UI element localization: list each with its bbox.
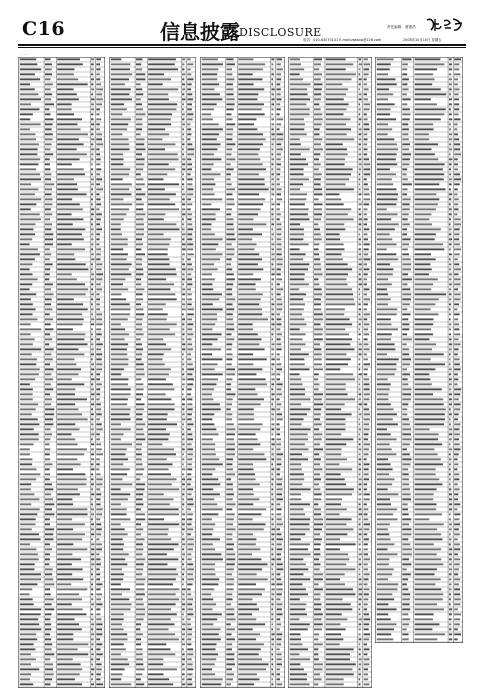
header-rule-thin — [18, 47, 466, 48]
editor-credit: 责任编辑：夏德昌 — [387, 25, 416, 29]
issue-date: 2008年10月10日 星期五 — [403, 38, 442, 42]
column-2 — [109, 57, 196, 688]
column-5 — [375, 57, 463, 643]
page-header — [0, 0, 484, 44]
column-1 — [18, 57, 105, 688]
col-1-table — [18, 57, 105, 688]
table-intro-label: · · · · · — [20, 53, 30, 57]
footer-note: · — [432, 683, 433, 687]
contact-info: 电话：010-63070141 E-mail:zqsbxp@126.com — [303, 38, 382, 42]
section-title-english: DISCLOSURE — [239, 26, 322, 39]
header-rule-thick — [18, 44, 466, 46]
col-4-table — [288, 57, 372, 688]
page-number: C16 — [22, 18, 66, 40]
col-3-table — [200, 57, 285, 688]
column-3 — [200, 57, 285, 688]
newspaper-logo — [425, 16, 465, 34]
col-5-table — [375, 57, 463, 643]
column-4 — [288, 57, 372, 688]
col-2-table — [109, 57, 196, 688]
section-title: 信息披露 — [160, 20, 240, 44]
disclosure-content — [18, 53, 466, 690]
